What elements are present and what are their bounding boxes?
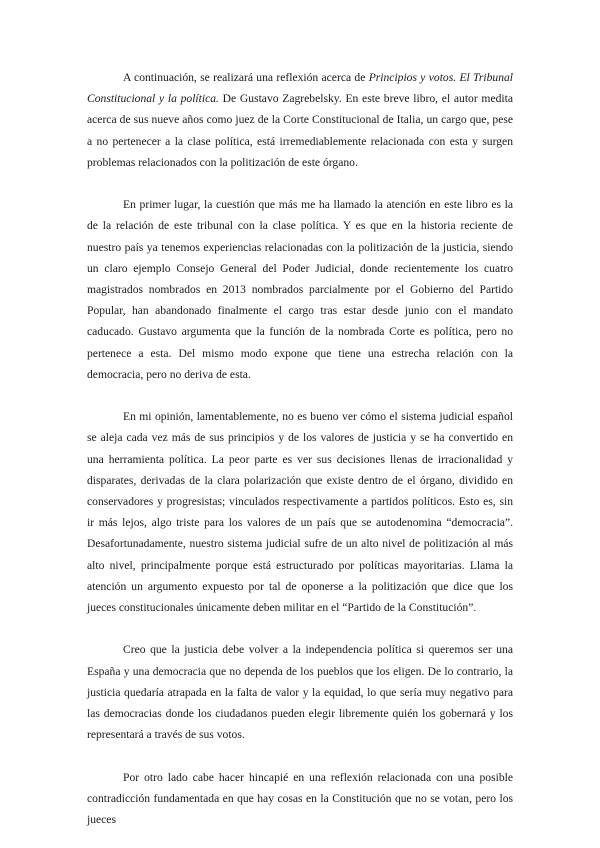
paragraph-1-intro: A continuación, se realizará una reflexión acerca de: [123, 71, 369, 84]
paragraph-5-body: Por otro lado cabe hacer hincapié en una reflexión relacionada con una posible contradicción fundamentada en que hay cosas en la Constitución que no se votan, pero los jueces: [87, 770, 513, 827]
book-title: Principios y votos. El Tribunal Constitucional y la política.: [87, 71, 514, 106]
paragraph-1: [87, 67, 513, 173]
paragraph-3: [87, 406, 513, 618]
paragraph-4: [87, 639, 513, 745]
paragraph-5: [87, 767, 513, 831]
paragraph-2-body: En primer lugar, la cuestión que más me ha llamado la atención en este libro es la de la relación de este tribunal con la clase política. Y es que en la historia reciente de nuestro país ya tenemos experiencias relacionadas con la politización de la justicia, siendo un claro ejemplo Consejo General del Poder Judicial, donde recientemente los cuatro magistrados nombrados en 2013 nombrados parcialmente por el Gobierno del Partido Popular, han abandonado finalmente el cargo tras estar desde junio con el mandato caducado. Gustavo argumenta que la función de la nombrada Corte es política, pero no pertenece a esta. Del mismo modo expone que tiene una estrecha relación con la democracia, pero no deriva de esta.: [87, 198, 513, 381]
paragraph-4-body: Creo que la justicia debe volver a la independencia política si queremos ser una España y una democracia que no dependa de los pueblos que los eligen. De lo contrario, la justicia quedaría atrapada en la falta de valor y la equidad, lo que sería muy negativo para las democracias donde los ciudadanos pueden elegir libremente quién los gobernará y los representará a través de sus votos.: [87, 643, 513, 742]
paragraph-2: [87, 194, 513, 385]
paragraph-3-body: En mi opinión, lamentablemente, no es bueno ver cómo el sistema judicial español se aleja cada vez más de sus principios y de los valores de justicia y se ha convertido en una herramienta política. La peor parte es ver sus decisiones llenas de irracionalidad y disparates, derivadas de la clara polarización que existe dentro de el órgano, dividido en conservadores y progresistas; vinculados respectivamente a partidos políticos. Esto es, sin ir más lejos, algo triste para los valores de un país que se autodenomina “democracia”. Desafortunadamente, nuestro sistema judicial sufre de un alto nivel de politización al más alto nivel, principalmente porque está estructurado por políticas mayoritarias. Llama la atención un argumento expuesto por tal de oponerse a la politización que dice que los jueces constitucionales únicamente deben militar en el “Partido de la Constitución”.: [87, 410, 513, 615]
paragraph-1-body: De Gustavo Zagrebelsky. En este breve libro, el autor medita acerca de sus nueve años como juez de la Corte Constitucional de Italia, un cargo que, pese a no pertenecer a la clase política, está irremediablemente relacionada con esta y surgen problemas relacionados con la politización de este órgano.: [87, 92, 513, 169]
